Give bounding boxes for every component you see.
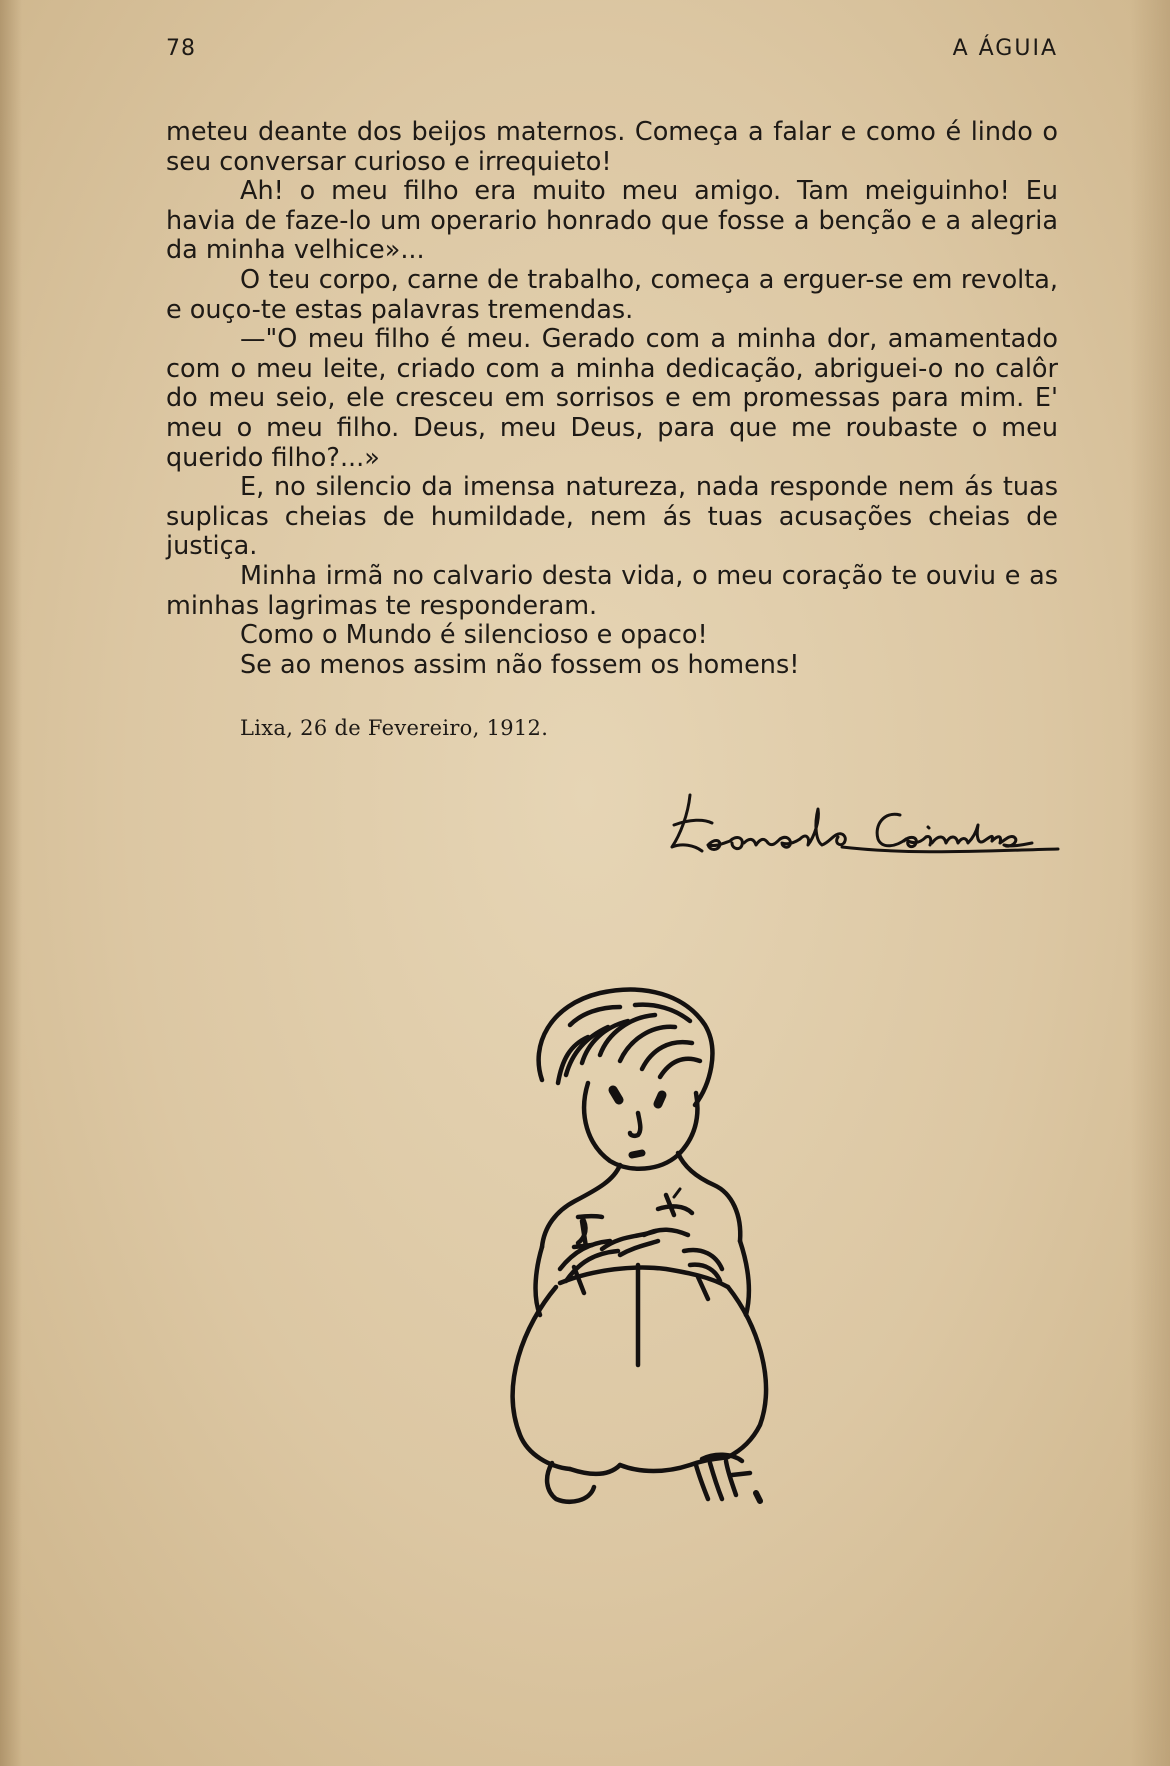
paragraph: meteu deante dos beijos maternos. Começa a falar e como é lindo o seu conversar curioso e irrequieto! [166,117,1058,177]
handwritten-signature [660,785,1060,865]
journal-title: A ÁGUIA [952,36,1058,61]
paragraph: Minha irmã no calvario desta vida, o meu coração te ouviu e as minhas lagrimas te responderam. [166,560,1058,621]
child-sketch [470,965,800,1505]
paragraph: O teu corpo, carne de trabalho, começa a erguer-se em revolta, e ouço-te estas palavras tremendas. [166,264,1058,325]
dateline: Lixa, 26 de Fevereiro, 1912. [240,716,549,740]
paragraph: E, no silencio da imensa natureza, nada responde nem ás tuas suplicas cheias de humildade, nem ás tuas acusações cheias de justiça. [166,472,1058,562]
paragraph: —"O meu filho é meu. Gerado com a minha dor, amamentado com o meu leite, criado com a minha dedicação, abriguei-o no calôr do meu seio, ele cresceu em sorrisos e em promessas para mim. E' meu o meu filho. Deus, meu Deus, para que me roubaste o meu querido filho?...» [166,324,1058,473]
running-header [166,36,1058,66]
page-number: 78 [166,36,196,61]
paragraph: Ah! o meu filho era muito meu amigo. Tam meiguinho! Eu havia de faze-lo um operario honrado que fosse a benção e a alegria da minha velhice»... [166,176,1058,266]
paragraph: Como o Mundo é silencioso e opaco! [240,620,708,651]
paragraph: Se ao menos assim não fossem os homens! [240,649,800,680]
article-body [166,118,1058,680]
